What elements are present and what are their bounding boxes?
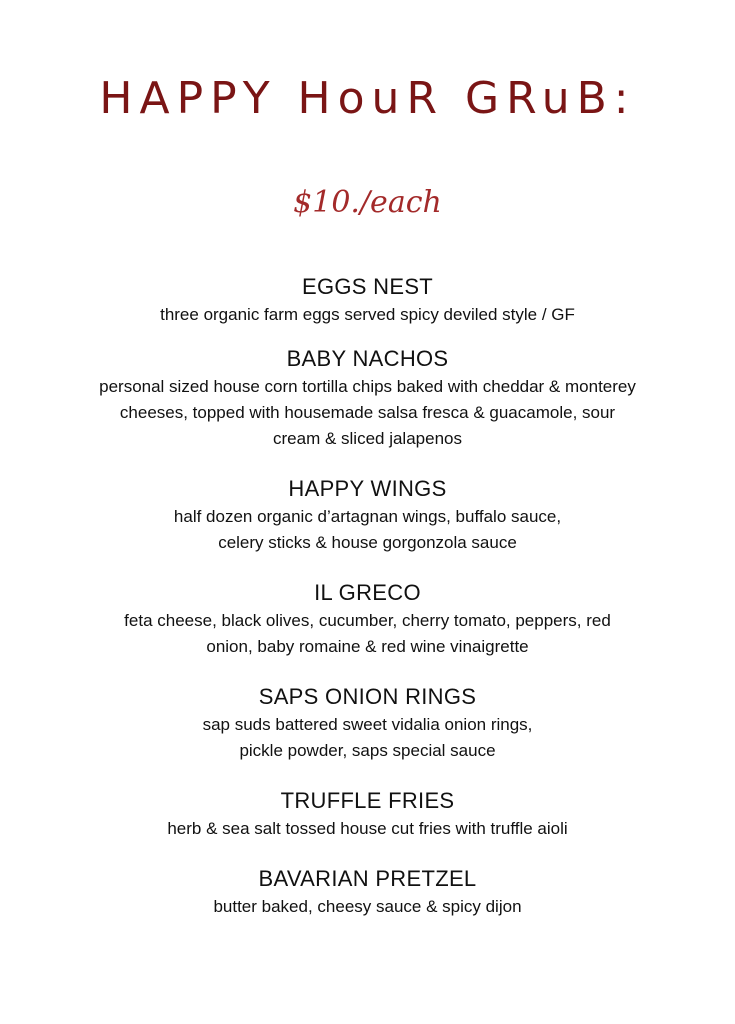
- menu-item-name: TRUFFLE FRIES: [280, 788, 455, 813]
- menu-item-description: personal sized house corn tortilla chips baked with cheddar & monterey: [99, 377, 636, 396]
- menu-item-description: half dozen organic d’artagnan wings, buffalo sauce,: [173, 507, 562, 526]
- menu-item-name: HAPPY WINGS: [288, 476, 447, 501]
- menu-item-name: EGGS NEST: [301, 274, 434, 299]
- menu-item-happy-wings: [40, 474, 695, 556]
- menu-item-description: herb & sea salt tossed house cut fries with truffle aioli: [167, 819, 568, 838]
- menu-item-name: IL GRECO: [314, 580, 421, 605]
- menu-item-description: cream & sliced jalapenos: [273, 429, 462, 448]
- menu-item-baby-nachos: [40, 344, 695, 452]
- menu-item-description: pickle powder, saps special sauce: [239, 741, 496, 760]
- menu-item-description: feta cheese, black olives, cucumber, cherry tomato, peppers, red: [124, 611, 611, 630]
- menu-item-il-greco: [40, 578, 695, 660]
- menu-item-saps-onion-rings: [40, 682, 695, 764]
- price-label: $10./each: [293, 185, 442, 220]
- menu-item-name: SAPS ONION RINGS: [258, 684, 477, 709]
- menu-item-name: BAVARIAN PRETZEL: [258, 866, 477, 891]
- menu-item-description: butter baked, cheesy sauce & spicy dijon: [213, 897, 522, 916]
- menu-item-name: BABY NACHOS: [286, 346, 449, 371]
- menu-title: HAPPY HouR GRuB:: [99, 73, 636, 124]
- menu-item-eggs-nest: [40, 272, 695, 328]
- menu-item-description: onion, baby romaine & red wine vinaigrette: [206, 637, 529, 656]
- menu-item-description: three organic farm eggs served spicy deviled style / GF: [160, 305, 575, 324]
- menu-item-truffle-fries: [40, 786, 695, 842]
- menu-item-description: cheeses, topped with housemade salsa fresca & guacamole, sour: [119, 403, 616, 422]
- menu-list: [40, 272, 695, 920]
- menu-item-description: celery sticks & house gorgonzola sauce: [218, 533, 517, 552]
- menu-item-description: sap suds battered sweet vidalia onion rings,: [202, 715, 533, 734]
- menu-item-bavarian-pretzel: [40, 864, 695, 920]
